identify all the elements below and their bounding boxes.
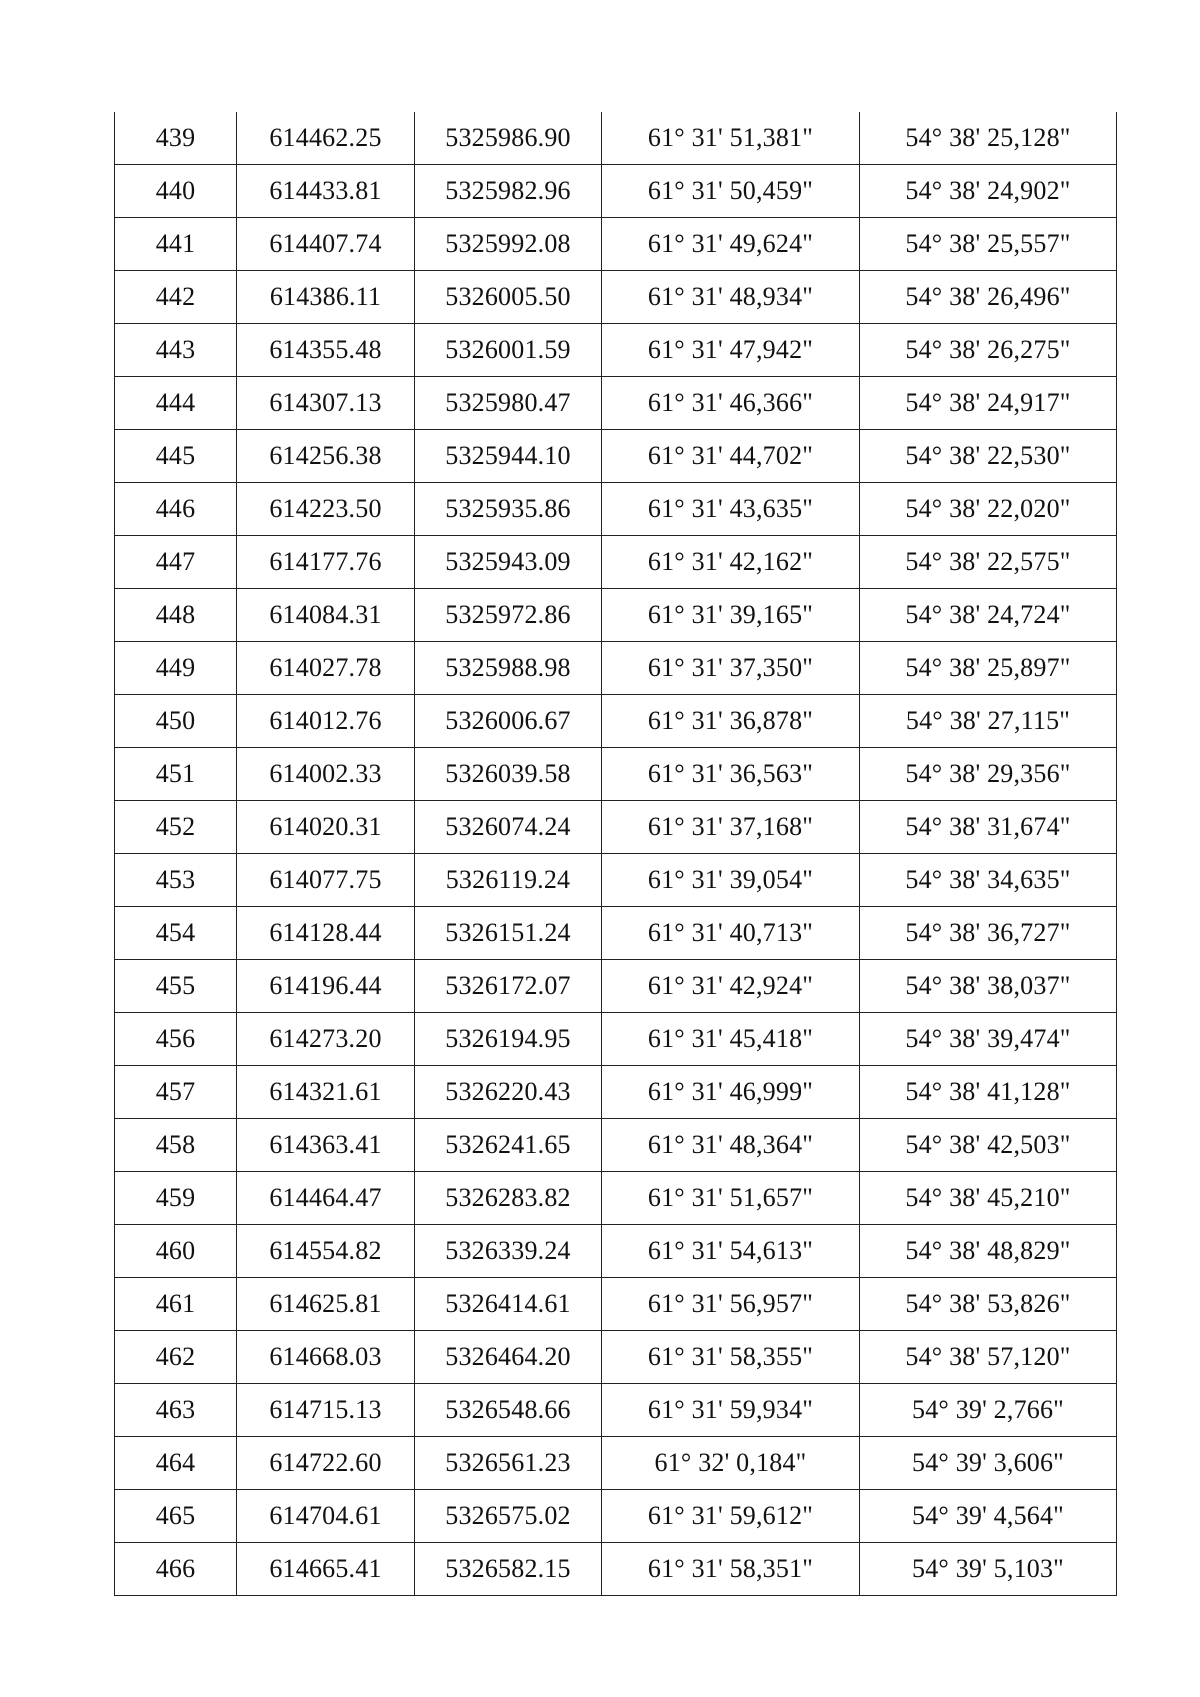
table-row [115,377,1117,430]
point-number-cell: 444 [115,377,237,430]
y-coordinate-cell: 5326561.23 [415,1437,602,1490]
y-coordinate-cell: 5326172.07 [415,960,602,1013]
longitude-cell: 54° 38' 53,826" [860,1278,1117,1331]
point-number-cell: 442 [115,271,237,324]
longitude-cell: 54° 38' 34,635" [860,854,1117,907]
y-coordinate-cell: 5326151.24 [415,907,602,960]
x-coordinate-cell: 614704.61 [237,1490,415,1543]
latitude-cell: 61° 31' 56,957" [602,1278,860,1331]
longitude-cell: 54° 38' 26,275" [860,324,1117,377]
coordinates-table-body [115,112,1117,1596]
x-coordinate-cell: 614355.48 [237,324,415,377]
latitude-cell: 61° 31' 37,168" [602,801,860,854]
longitude-cell: 54° 38' 31,674" [860,801,1117,854]
table-row [115,907,1117,960]
longitude-cell: 54° 38' 57,120" [860,1331,1117,1384]
table-row [115,1331,1117,1384]
latitude-cell: 61° 31' 51,657" [602,1172,860,1225]
y-coordinate-cell: 5325972.86 [415,589,602,642]
table-row [115,748,1117,801]
y-coordinate-cell: 5325935.86 [415,483,602,536]
y-coordinate-cell: 5326039.58 [415,748,602,801]
point-number-cell: 461 [115,1278,237,1331]
latitude-cell: 61° 32' 0,184" [602,1437,860,1490]
longitude-cell: 54° 38' 45,210" [860,1172,1117,1225]
latitude-cell: 61° 31' 37,350" [602,642,860,695]
latitude-cell: 61° 31' 39,165" [602,589,860,642]
table-row [115,1543,1117,1596]
longitude-cell: 54° 38' 27,115" [860,695,1117,748]
point-number-cell: 445 [115,430,237,483]
longitude-cell: 54° 38' 24,902" [860,165,1117,218]
longitude-cell: 54° 39' 2,766" [860,1384,1117,1437]
table-row [115,960,1117,1013]
y-coordinate-cell: 5326001.59 [415,324,602,377]
y-coordinate-cell: 5325988.98 [415,642,602,695]
y-coordinate-cell: 5326339.24 [415,1225,602,1278]
y-coordinate-cell: 5326006.67 [415,695,602,748]
coordinates-table [114,112,1117,1596]
point-number-cell: 462 [115,1331,237,1384]
longitude-cell: 54° 38' 29,356" [860,748,1117,801]
point-number-cell: 460 [115,1225,237,1278]
table-row [115,695,1117,748]
latitude-cell: 61° 31' 48,364" [602,1119,860,1172]
table-row [115,271,1117,324]
y-coordinate-cell: 5325944.10 [415,430,602,483]
table-row [115,1437,1117,1490]
latitude-cell: 61° 31' 36,878" [602,695,860,748]
latitude-cell: 61° 31' 43,635" [602,483,860,536]
longitude-cell: 54° 38' 24,917" [860,377,1117,430]
latitude-cell: 61° 31' 46,999" [602,1066,860,1119]
x-coordinate-cell: 614020.31 [237,801,415,854]
x-coordinate-cell: 614464.47 [237,1172,415,1225]
latitude-cell: 61° 31' 44,702" [602,430,860,483]
table-row [115,1066,1117,1119]
table-row [115,1119,1117,1172]
point-number-cell: 447 [115,536,237,589]
point-number-cell: 466 [115,1543,237,1596]
x-coordinate-cell: 614407.74 [237,218,415,271]
point-number-cell: 446 [115,483,237,536]
latitude-cell: 61° 31' 49,624" [602,218,860,271]
latitude-cell: 61° 31' 50,459" [602,165,860,218]
x-coordinate-cell: 614668.03 [237,1331,415,1384]
longitude-cell: 54° 38' 25,897" [860,642,1117,695]
table-row [115,589,1117,642]
point-number-cell: 439 [115,112,237,165]
table-row [115,483,1117,536]
x-coordinate-cell: 614177.76 [237,536,415,589]
table-row [115,1384,1117,1437]
point-number-cell: 440 [115,165,237,218]
x-coordinate-cell: 614223.50 [237,483,415,536]
point-number-cell: 450 [115,695,237,748]
latitude-cell: 61° 31' 58,355" [602,1331,860,1384]
y-coordinate-cell: 5326548.66 [415,1384,602,1437]
table-row [115,642,1117,695]
x-coordinate-cell: 614084.31 [237,589,415,642]
latitude-cell: 61° 31' 42,924" [602,960,860,1013]
point-number-cell: 453 [115,854,237,907]
x-coordinate-cell: 614128.44 [237,907,415,960]
x-coordinate-cell: 614273.20 [237,1013,415,1066]
table-row [115,430,1117,483]
y-coordinate-cell: 5325980.47 [415,377,602,430]
point-number-cell: 448 [115,589,237,642]
y-coordinate-cell: 5326119.24 [415,854,602,907]
x-coordinate-cell: 614363.41 [237,1119,415,1172]
latitude-cell: 61° 31' 51,381" [602,112,860,165]
longitude-cell: 54° 38' 39,474" [860,1013,1117,1066]
y-coordinate-cell: 5326194.95 [415,1013,602,1066]
point-number-cell: 452 [115,801,237,854]
longitude-cell: 54° 38' 42,503" [860,1119,1117,1172]
longitude-cell: 54° 39' 5,103" [860,1543,1117,1596]
point-number-cell: 458 [115,1119,237,1172]
longitude-cell: 54° 38' 41,128" [860,1066,1117,1119]
point-number-cell: 464 [115,1437,237,1490]
point-number-cell: 459 [115,1172,237,1225]
point-number-cell: 449 [115,642,237,695]
point-number-cell: 443 [115,324,237,377]
table-row [115,1490,1117,1543]
table-row [115,218,1117,271]
longitude-cell: 54° 38' 24,724" [860,589,1117,642]
latitude-cell: 61° 31' 46,366" [602,377,860,430]
x-coordinate-cell: 614321.61 [237,1066,415,1119]
table-row [115,801,1117,854]
table-row [115,1278,1117,1331]
table-row [115,854,1117,907]
y-coordinate-cell: 5326464.20 [415,1331,602,1384]
x-coordinate-cell: 614077.75 [237,854,415,907]
y-coordinate-cell: 5326575.02 [415,1490,602,1543]
longitude-cell: 54° 38' 26,496" [860,271,1117,324]
latitude-cell: 61° 31' 58,351" [602,1543,860,1596]
y-coordinate-cell: 5326582.15 [415,1543,602,1596]
latitude-cell: 61° 31' 47,942" [602,324,860,377]
y-coordinate-cell: 5326220.43 [415,1066,602,1119]
y-coordinate-cell: 5326283.82 [415,1172,602,1225]
point-number-cell: 456 [115,1013,237,1066]
y-coordinate-cell: 5326074.24 [415,801,602,854]
x-coordinate-cell: 614002.33 [237,748,415,801]
latitude-cell: 61° 31' 39,054" [602,854,860,907]
x-coordinate-cell: 614027.78 [237,642,415,695]
table-row [115,1172,1117,1225]
point-number-cell: 454 [115,907,237,960]
longitude-cell: 54° 38' 22,530" [860,430,1117,483]
x-coordinate-cell: 614715.13 [237,1384,415,1437]
longitude-cell: 54° 38' 22,020" [860,483,1117,536]
point-number-cell: 463 [115,1384,237,1437]
longitude-cell: 54° 38' 25,128" [860,112,1117,165]
x-coordinate-cell: 614433.81 [237,165,415,218]
longitude-cell: 54° 38' 48,829" [860,1225,1117,1278]
y-coordinate-cell: 5326241.65 [415,1119,602,1172]
x-coordinate-cell: 614307.13 [237,377,415,430]
y-coordinate-cell: 5325982.96 [415,165,602,218]
table-row [115,324,1117,377]
y-coordinate-cell: 5325986.90 [415,112,602,165]
point-number-cell: 441 [115,218,237,271]
longitude-cell: 54° 38' 25,557" [860,218,1117,271]
y-coordinate-cell: 5326414.61 [415,1278,602,1331]
table-row [115,1013,1117,1066]
point-number-cell: 455 [115,960,237,1013]
longitude-cell: 54° 38' 22,575" [860,536,1117,589]
latitude-cell: 61° 31' 54,613" [602,1225,860,1278]
x-coordinate-cell: 614462.25 [237,112,415,165]
x-coordinate-cell: 614665.41 [237,1543,415,1596]
y-coordinate-cell: 5325992.08 [415,218,602,271]
table-row [115,112,1117,165]
x-coordinate-cell: 614196.44 [237,960,415,1013]
table-row [115,165,1117,218]
latitude-cell: 61° 31' 59,612" [602,1490,860,1543]
latitude-cell: 61° 31' 42,162" [602,536,860,589]
latitude-cell: 61° 31' 48,934" [602,271,860,324]
table-row [115,1225,1117,1278]
longitude-cell: 54° 38' 36,727" [860,907,1117,960]
y-coordinate-cell: 5325943.09 [415,536,602,589]
latitude-cell: 61° 31' 45,418" [602,1013,860,1066]
longitude-cell: 54° 39' 3,606" [860,1437,1117,1490]
x-coordinate-cell: 614256.38 [237,430,415,483]
x-coordinate-cell: 614625.81 [237,1278,415,1331]
point-number-cell: 457 [115,1066,237,1119]
x-coordinate-cell: 614012.76 [237,695,415,748]
latitude-cell: 61° 31' 59,934" [602,1384,860,1437]
x-coordinate-cell: 614722.60 [237,1437,415,1490]
latitude-cell: 61° 31' 36,563" [602,748,860,801]
table-row [115,536,1117,589]
x-coordinate-cell: 614386.11 [237,271,415,324]
point-number-cell: 465 [115,1490,237,1543]
point-number-cell: 451 [115,748,237,801]
y-coordinate-cell: 5326005.50 [415,271,602,324]
latitude-cell: 61° 31' 40,713" [602,907,860,960]
x-coordinate-cell: 614554.82 [237,1225,415,1278]
longitude-cell: 54° 39' 4,564" [860,1490,1117,1543]
longitude-cell: 54° 38' 38,037" [860,960,1117,1013]
